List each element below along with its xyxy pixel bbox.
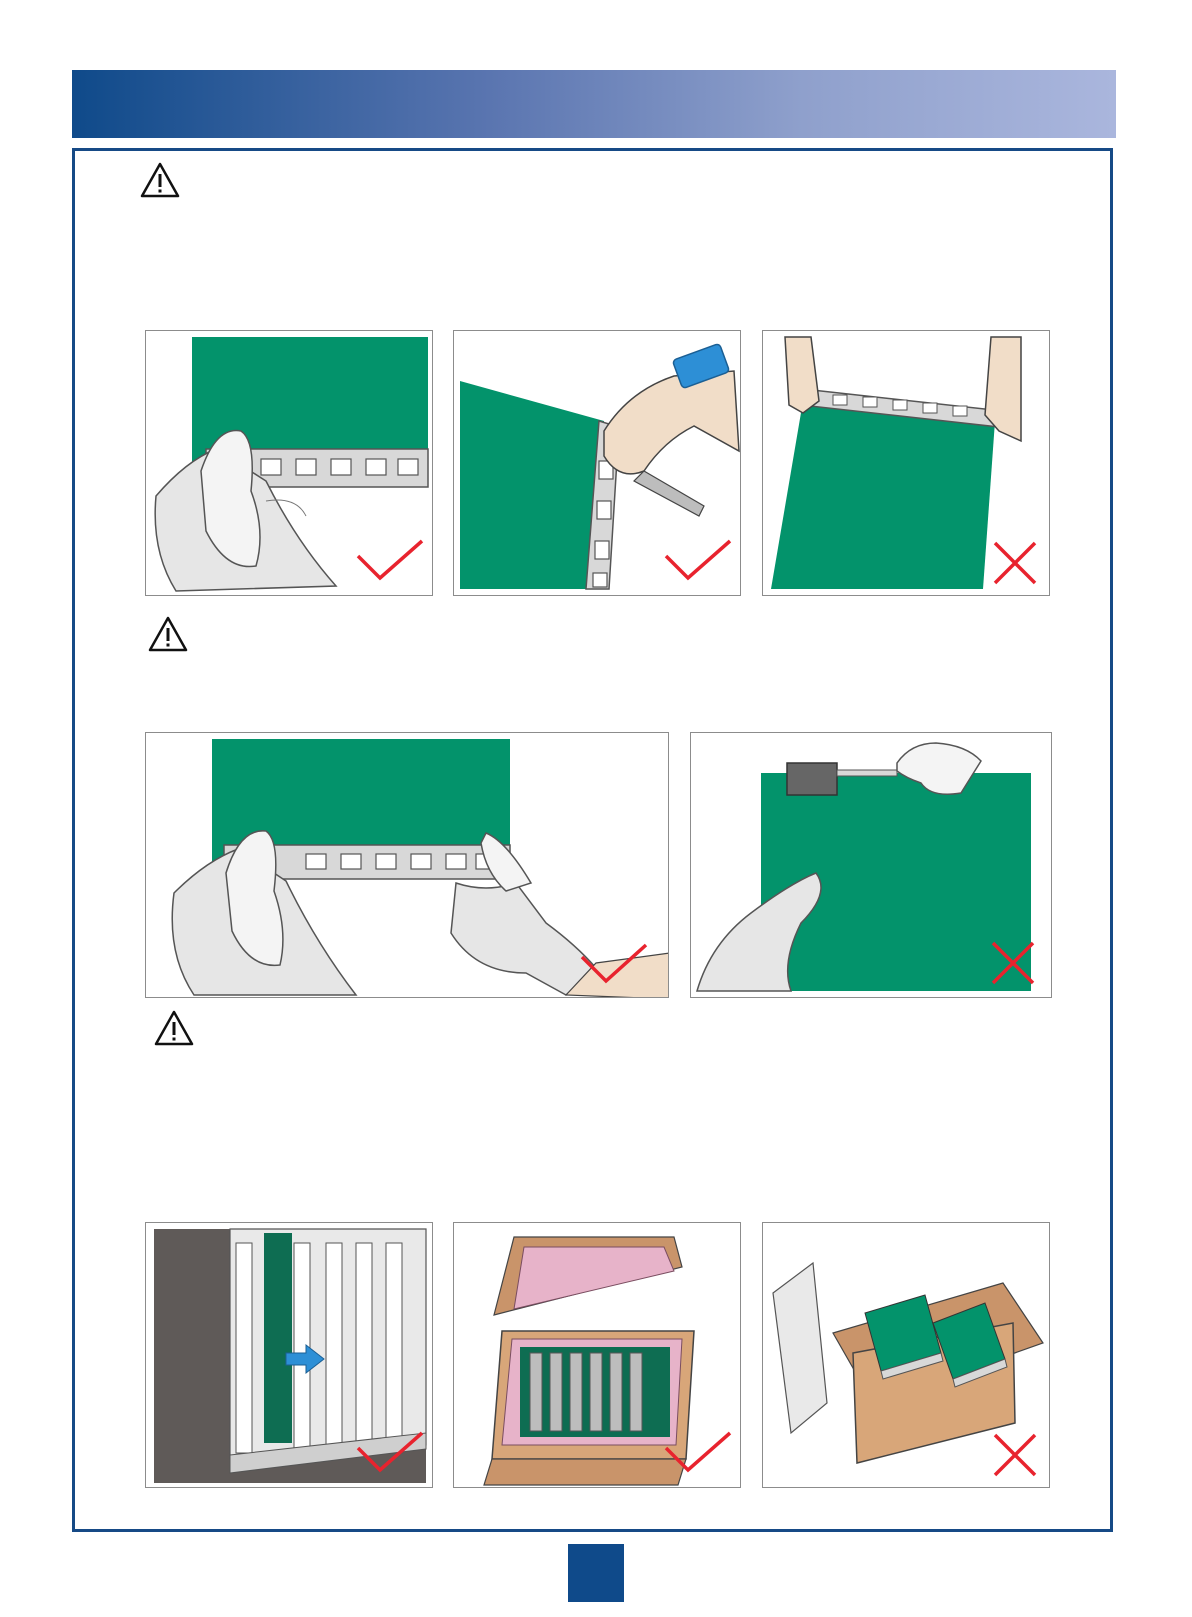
- warning-icon: [154, 1010, 194, 1046]
- illustration-board-packed-box: [453, 1222, 741, 1488]
- warning-icon: [140, 162, 180, 198]
- illustration-handle-board-wrist-strap: [453, 330, 741, 596]
- header-bar: [72, 70, 1116, 138]
- illustration-hold-board-two-hands-gloved: [145, 732, 669, 998]
- illustration-touch-board-surface: [690, 732, 1052, 998]
- illustration-hold-board-bare-hands: [762, 330, 1050, 596]
- cross-icon: [995, 1435, 1035, 1475]
- check-icon: [666, 541, 730, 578]
- check-icon: [358, 541, 422, 578]
- page-number-badge: [568, 1544, 624, 1602]
- cross-icon: [995, 543, 1035, 583]
- illustration-boards-stacked-loose: [762, 1222, 1050, 1488]
- illustration-hold-board-edge-gloved: [145, 330, 433, 596]
- illustration-insert-board-subrack: [145, 1222, 433, 1488]
- warning-icon: [148, 616, 188, 652]
